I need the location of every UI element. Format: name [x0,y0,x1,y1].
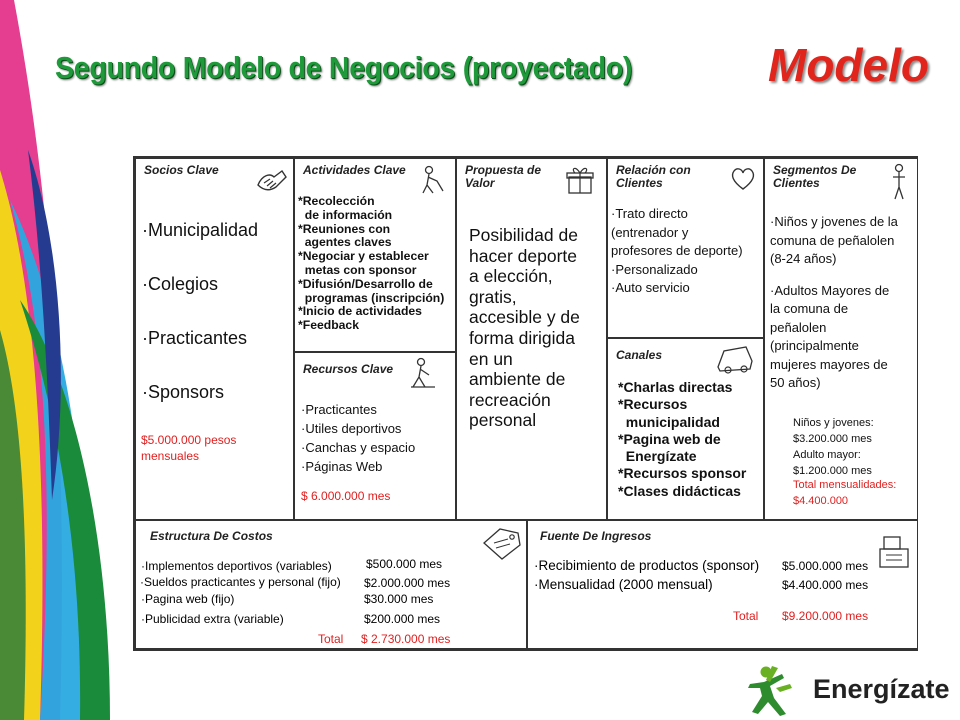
price-tag-icon [480,525,522,561]
fuente-ingresos-block [527,520,918,649]
relacion-clientes-block [607,158,764,338]
canales-line: *Recursos [618,396,688,413]
actividades-line: *Recolección [298,194,375,208]
propuesta-header-line1: Propuesta de [465,163,542,177]
segmentos-clientes-block [764,158,918,520]
actividades-line: metas con sponsor [298,262,417,277]
propuesta-line: forma dirigida [469,327,576,348]
recursos-clave-block [294,352,456,520]
propuesta-line: ambiente de [469,369,566,390]
actividades-line: *Inicio de actividades [298,304,422,319]
segmentos-income [793,415,874,479]
propuesta-text [469,225,580,431]
canales-line: *Recursos sponsor [618,465,747,482]
socios-item: ·Sponsors [142,382,225,402]
segmentos-header-line1: Segmentos De [773,163,857,177]
segmentos-income-total-label: Total mensualidades: [793,479,897,491]
canales-line: *Charlas directas [618,379,733,395]
segmentos-list [770,213,898,393]
segmentos-income-line: Adulto mayor: [793,449,861,461]
costos-total-label: Total [318,632,344,646]
socios-clave-block [135,158,294,520]
ingresos-row-label: ·Mensualidad (2000 mensual) [534,577,713,592]
propuesta-line: a elección, [469,266,553,287]
cash-register-icon [876,531,912,571]
ingresos-row-label: ·Recibimiento de productos (sponsor) [534,558,760,573]
segmentos-line [770,269,898,282]
brand-title: Modelo [768,39,929,91]
slide-title: Segundo Modelo de Negocios (proyectado) [55,50,633,85]
canales-line: Energízate [618,448,697,465]
business-model-canvas [133,156,918,651]
actividades-clave-header: Actividades Clave [303,163,406,177]
socios-item: ·Practicantes [142,328,248,348]
segmentos-line: mujeres mayores de [770,356,888,372]
ingresos-header: Fuente De Ingresos [540,529,652,543]
actividades-line: programas (inscripción) [298,290,445,305]
costos-row-amount: $30.000 mes [364,592,434,606]
socios-clave-header: Socios Clave [144,163,219,177]
relacion-header-line2: Clientes [616,176,663,190]
socios-cost-line1: $5.000.000 pesos [141,433,237,447]
actividades-line: *Negociar y establecer [298,249,429,264]
worker-icon [419,165,447,195]
recursos-item: ·Canchas y espacio [301,440,416,455]
segmentos-line: (8-24 años) [770,251,837,266]
propuesta-line: hacer deporte [469,245,577,266]
actividades-clave-block [294,158,456,352]
ingresos-total-label: Total [733,609,759,623]
segmentos-line: peñalolen [770,319,827,335]
costos-row-amount: $2.000.000 mes [364,576,451,590]
relacion-line: ·Trato directo [611,206,688,221]
canales-line: *Clases didácticas [618,482,741,499]
segmentos-income-line: Niños y jovenes: [793,417,874,429]
costos-row-label: ·Pagina web (fijo) [141,592,235,606]
costos-row-label: ·Implementos deportivos (variables) [141,559,332,573]
costos-row-label: ·Sueldos practicantes y personal (fijo) [140,575,341,589]
socios-item: ·Municipalidad [142,220,259,240]
segmentos-income-line: $1.200.000 mes [793,465,872,477]
gift-icon [565,165,595,197]
segmentos-line: comuna de peñalolen [770,232,895,248]
propuesta-valor-block [456,158,607,520]
canales-list [618,379,746,500]
estructura-costos-block [135,520,527,649]
propuesta-line: gratis, [469,286,517,307]
actividades-line: *Difusión/Desarrollo de [298,276,433,291]
propuesta-line: personal [469,410,537,431]
ingresos-total-amount: $9.200.000 mes [782,609,869,623]
truck-icon [716,345,758,375]
segmentos-line: (principalmente [770,338,859,353]
relacion-header-line1: Relación con [616,163,691,177]
propuesta-line: en un [469,348,513,369]
relacion-line: profesores de deporte) [611,243,743,258]
costos-header: Estructura De Costos [150,529,273,543]
actividades-line: de información [298,207,393,222]
recursos-clave-header: Recursos Clave [303,362,394,376]
canales-block [607,338,764,520]
recursos-item: ·Páginas Web [301,459,383,474]
segmentos-line: la comuna de [770,301,849,316]
segmentos-line: ·Niños y jovenes de la [770,214,898,229]
recursos-item: ·Utiles deportivos [301,421,402,436]
actividades-line: *Reuniones con [298,221,391,236]
propuesta-header-line2: Valor [465,176,495,190]
costos-total-amount: $ 2.730.000 mes [361,632,451,646]
segmentos-income-total: $4.400.000 [793,495,849,507]
relacion-line: ·Personalizado [611,261,698,277]
recursos-cost: $ 6.000.000 mes [301,489,391,503]
canales-line: municipalidad [618,413,720,430]
segmentos-income-line: $3.200.000 mes [793,433,872,445]
segmentos-header-line2: Clientes [773,176,820,190]
propuesta-line: Posibilidad de [469,225,578,245]
ingresos-row-amount: $5.000.000 mes [782,559,869,573]
handshake-icon [256,165,288,193]
relacion-line: ·Auto servicio [611,280,690,295]
costos-row-label: ·Publicidad extra (variable) [141,612,284,626]
heart-icon [730,167,756,191]
propuesta-line: accesible y de [469,307,580,328]
propuesta-line: recreación [469,389,551,410]
socios-cost-line2: mensuales [141,449,200,463]
costos-row-amount: $500.000 mes [366,557,443,571]
recursos-item: ·Practicantes [301,402,377,417]
canales-line: *Pagina web de [618,430,721,447]
relacion-line: (entrenador y [611,224,689,240]
relacion-list [611,205,743,298]
worker-icon [407,357,439,391]
canales-header: Canales [616,348,663,362]
decorative-swoosh [0,0,140,720]
segmentos-line: ·Adultos Mayores de [770,282,890,298]
actividades-line: *Feedback [298,318,359,333]
actividades-line: agentes claves [298,235,392,250]
actividades-list [298,195,444,333]
socios-item: ·Colegios [142,274,219,294]
segmentos-line: 50 años) [770,375,821,390]
energizate-logo-text: Energízate [813,674,950,704]
costos-row-amount: $200.000 mes [364,612,441,626]
ingresos-row-amount: $4.400.000 mes [782,578,869,592]
person-icon [889,163,909,201]
